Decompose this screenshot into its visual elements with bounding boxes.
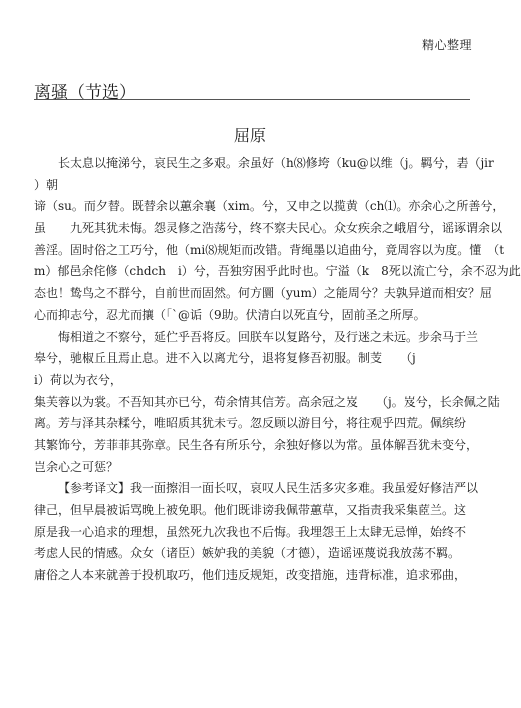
document-title: 离骚（节选） <box>34 83 136 103</box>
title-divider <box>34 99 470 100</box>
text-line: 谛（su。而夕替。既替余以蕙余襄（xim。兮，又申之以揽黄（ch⑴。亦余心之所善兮， <box>34 199 505 214</box>
text-line: 虽 九死其犹未悔。怨灵修之浩荡兮，终不察夫民心。众女疾余之峨眉兮，谣诼谓余以 <box>34 221 503 236</box>
text-line: 庸俗之人本来就善于投机取巧，他们违反规矩，改变措施，违背标准，追求邪曲， <box>34 568 467 583</box>
text-line: 心而抑志兮，忍尤而攘（「`@诟（9助。伏清白以死直兮，固前圣之所厚。 <box>34 307 426 322</box>
text-line: 岂余心之可惩？ <box>34 459 119 474</box>
text-line: 集芙蓉以为裳。不吾知其亦已兮，苟余情其信芳。高余冠之岌 （j。岌兮，长余佩之陆 <box>34 394 500 409</box>
text-line: ）朝 <box>34 177 59 192</box>
text-line: i）荷以为衣兮， <box>34 372 122 387</box>
text-line: 长太息以掩涕兮，哀民生之多艰。余虽好（h⑻修垮（ku@以维（j。羁兮，砉（jir <box>58 156 494 170</box>
text-line: 态也！鸷鸟之不群兮，自前世而固然。何方圜（yum）之能周兮？夫孰异道而相安？屈 <box>34 286 492 301</box>
header-note: 精心整理 <box>421 38 472 52</box>
text-line: 善淫。固时俗之工巧兮，他（mi⑻规矩而改错。背绳墨以追曲兮，竟周容以为度。懂 （t <box>34 242 505 257</box>
text-line: 离。芳与泽其杂糅兮，唯昭质其犹未亏。忽反顾以游目兮，将往观乎四荒。佩缤纷 <box>34 416 467 431</box>
text-line: 【参考译文】我一面擦泪一面长叹，哀叹人民生活多灾多难。我虽爱好修洁严以 <box>58 481 479 496</box>
poem-body <box>34 153 521 587</box>
text-line: 原是我一心追求的理想，虽然死九次我也不后悔。我埋怨王上太肆无忌惮，始终不 <box>34 524 467 539</box>
text-line: 其繁饰兮，芳菲菲其弥章。民生各有所乐兮，余独好修以为常。虽体解吾犹未变兮， <box>34 437 479 452</box>
text-line: 皋兮，驰椒丘且焉止息。进不入以离尤兮，退将复修吾初服。制芰 （j <box>34 351 416 366</box>
text-line: 考虑人民的情感。众女（诸臣）嫉妒我的美貌（才德），造谣诬蔑说我放荡不羁。 <box>34 546 461 561</box>
text-line: m）郁邑余侘修（chdch i）兮，吾独穷困乎此时也。宁溢（k 8死以流亡兮，余不忍为此 <box>34 264 521 279</box>
author-name: 屈原 <box>233 126 266 145</box>
text-line: 悔相道之不察兮，延伫乎吾将反。回朕车以复路兮，及行迷之未远。步余马于兰 <box>58 329 479 344</box>
text-line: 律己，但早晨被诟骂晚上被免职。他们既诽谤我佩带蕙草，又指责我采集茝兰。这 <box>34 503 467 517</box>
